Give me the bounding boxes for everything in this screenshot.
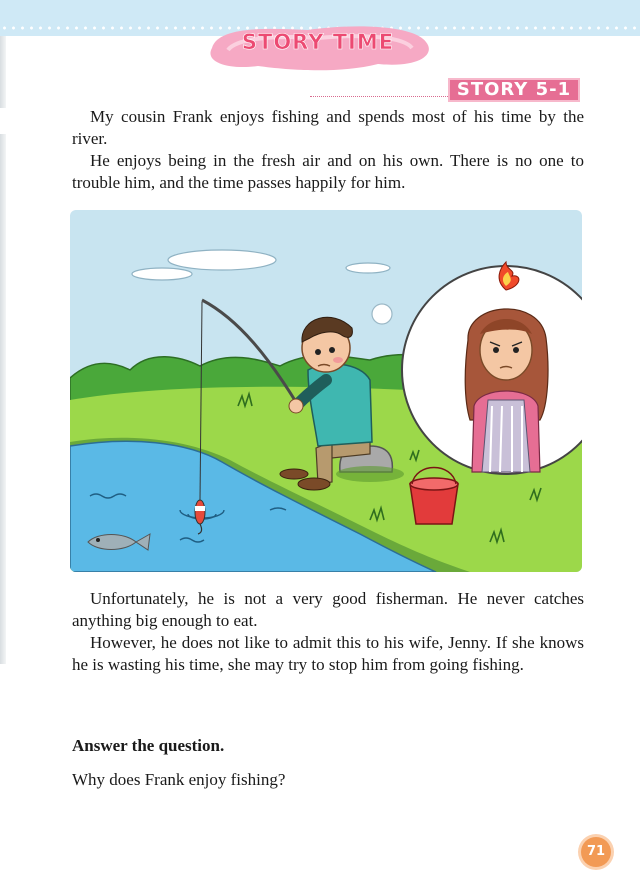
story-number-tag: STORY 5-1 (448, 78, 580, 102)
exercise-question: Why does Frank enjoy fishing? (72, 770, 286, 789)
story-paragraph-1 (72, 106, 584, 150)
page-tab-notch (0, 108, 18, 134)
story-paragraph-3-text: Unfortunately, he is not a very good fisherman. He never catches anything big enough to eat. (72, 589, 584, 630)
story-paragraph-1-text: My cousin Frank enjoys fishing and spends most of his time by the river. (72, 107, 584, 148)
banner-title: STORY TIME (241, 30, 395, 54)
story-paragraph-3 (72, 588, 584, 632)
story-paragraph-4 (72, 632, 584, 676)
story-time-banner (198, 18, 438, 78)
exercise-heading: Answer the question. (72, 736, 225, 755)
story-paragraph-2 (72, 150, 584, 194)
page-number-badge: 71 (581, 837, 611, 867)
story-tag-rule (310, 96, 450, 97)
story-illustration (70, 210, 582, 572)
story-paragraph-4-text: However, he does not like to admit this to his wife, Jenny. If she knows he is wasting his time, she may try to stop him from going fishing. (72, 633, 584, 674)
story-paragraph-2-text: He enjoys being in the fresh air and on his own. There is no one to trouble him, and the time passes happily for him. (72, 151, 584, 192)
fishing-scene-illustration (70, 210, 582, 572)
